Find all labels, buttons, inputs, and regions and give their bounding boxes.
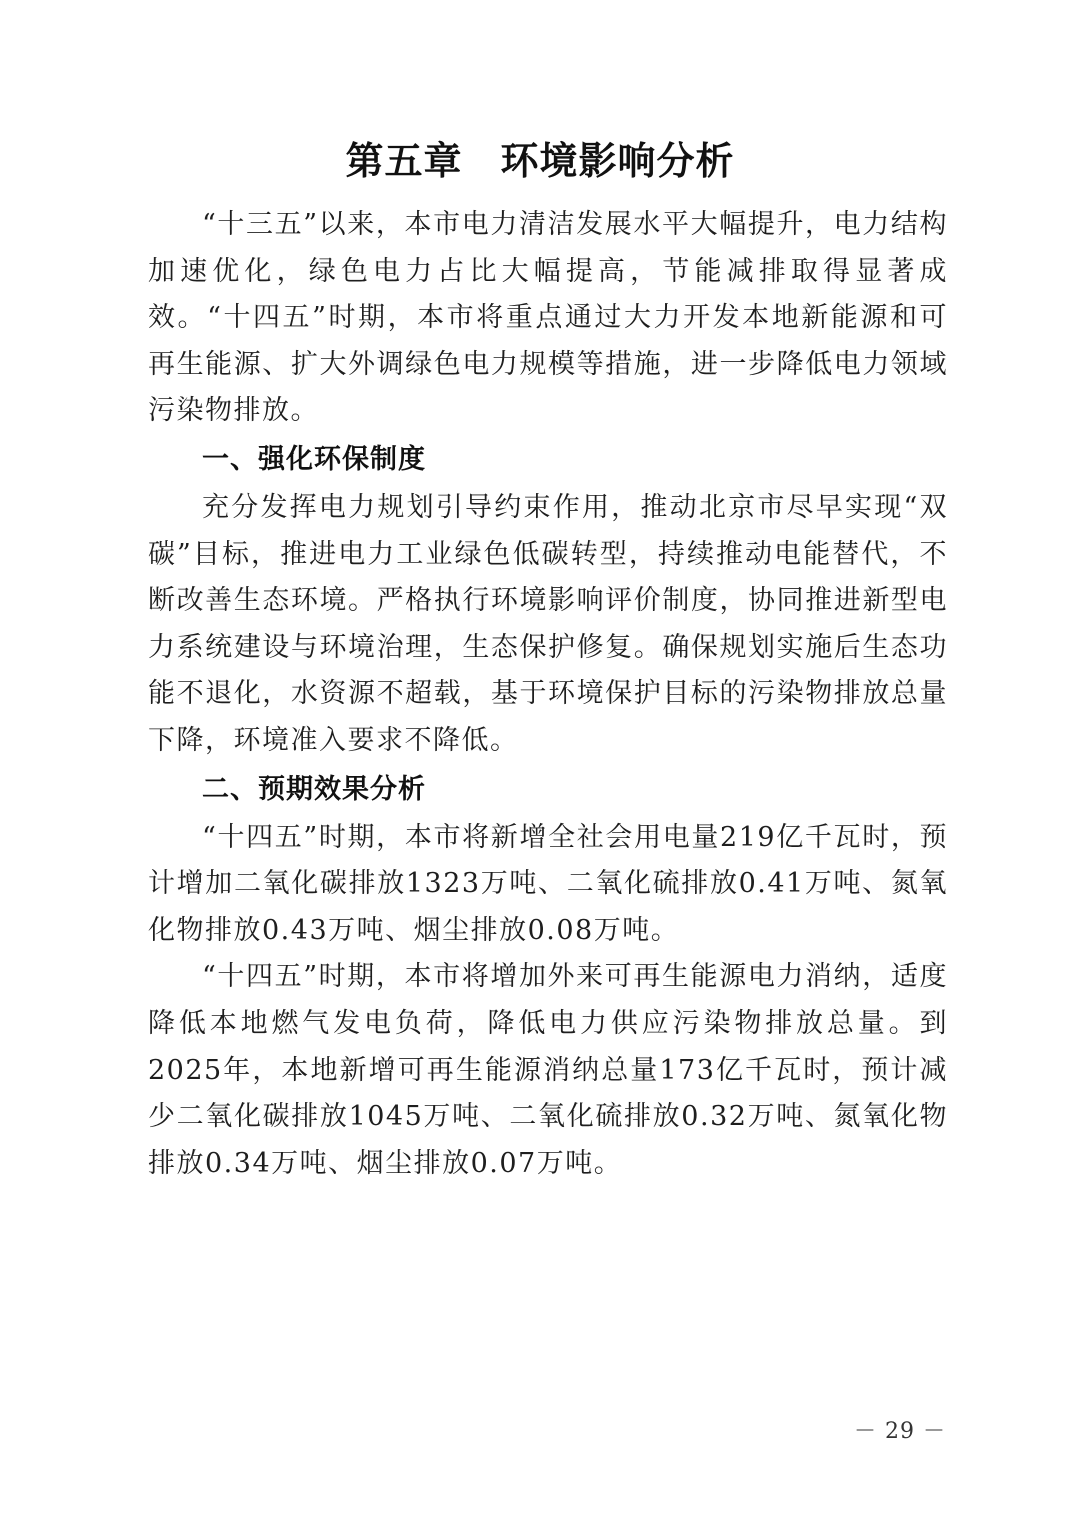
chapter-number: 第五章 (345, 139, 463, 183)
page-title (0, 130, 1080, 185)
section-heading-2: 二、预期效果分析 (202, 773, 426, 805)
section-heading-1: 一、强化环保制度 (202, 443, 426, 475)
section-2-paragraph-1: “十四五”时期，本市将新增全社会用电量219亿千瓦时，预计增加二氧化碳排放1323万吨、二氧化硫排放0.41万吨、氮氧化物排放0.43万吨、烟尘排放0.08万吨。 (148, 821, 948, 946)
intro-paragraph: “十三五”以来，本市电力清洁发展水平大幅提升，电力结构加速优化，绿色电力占比大幅提高，节能减排取得显著成效。“十四五”时期，本市将重点通过大力开发本地新能源和可再生能源、扩大外调绿色电力规模等措施，进一步降低电力领域污染物排放。 (148, 209, 948, 427)
section-1-paragraph: 充分发挥电力规划引导约束作用，推动北京市尽早实现“双碳”目标，推进电力工业绿色低碳转型，持续推动电能替代，不断改善生态环境。严格执行环境影响评价制度，协同推进新型电力系统建设与环境治理，生态保护修复。确保规划实施后生态功能不退化，水资源不超载，基于环境保护目标的污染物排放总量下降，环境准入要求不降低。 (148, 491, 948, 756)
page-number: － 29 － (854, 1419, 946, 1444)
document-body (148, 202, 948, 1187)
chapter-title: 环境影响分析 (500, 139, 735, 183)
section-2-paragraph-2: “十四五”时期，本市将增加外来可再生能源电力消纳，适度降低本地燃气发电负荷，降低电力供应污染物排放总量。到2025年，本地新增可再生能源消纳总量173亿千瓦时，预计减少二氧化碳排放1045万吨、二氧化硫排放0.32万吨、氮氧化物排放0.34万吨、烟尘排放0.07万吨。 (148, 961, 948, 1179)
